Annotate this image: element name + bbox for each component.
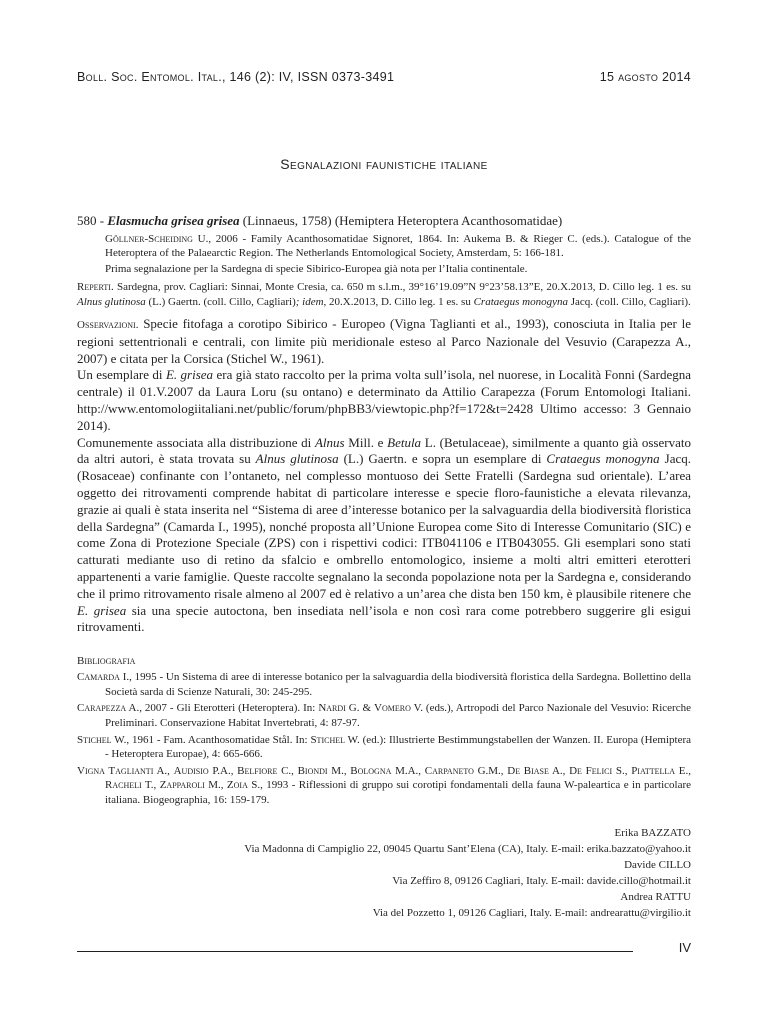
- bib-author: Zapparoli: [159, 779, 205, 792]
- reperti-plant-2: Crataegus monogyna: [473, 296, 568, 308]
- author-name: Andrea RATTU: [620, 891, 691, 904]
- reference-author: Göllner-Scheiding: [105, 233, 193, 245]
- reperti-text: Sardegna, prov. Cagliari: Sinnai, Monte Cresia, ca. 650 m s.l.m., 39°16’19.09”N 9°23’58.13”E, 20.X.2013, D. Cillo leg. 1 es. su: [113, 281, 691, 293]
- bib-text: W. (ed.): Illustrierte Bestimmungstabellen der Wanzen. II. Europa (Hemiptera - Heteroptera Europae), 4: 665-666.: [105, 733, 691, 761]
- bib-text: I., 1995 - Un Sistema di aree di interesse botanico per la salvaguardia della biodiversità floristica della Sardegna. Bollettino della Società sarda di Scienze Naturali, 30: 245-295.: [105, 671, 691, 698]
- genus-alnus: Alnus: [314, 434, 345, 450]
- osservazioni-text: L. (Betulaceae), similmente a quanto già osservato da altri autori, è stata trovata su: [77, 434, 691, 467]
- bibliography-entry: [77, 670, 691, 699]
- entry-taxonomy: (Linnaeus, 1758) (Hemiptera Heteroptera Acanthosomatidae): [239, 213, 563, 228]
- reperti-label: Reperti.: [77, 281, 114, 293]
- article-body: [77, 212, 691, 921]
- first-record-note: Prima segnalazione per la Sardegna di specie Sibirico-Europea già nota per l’Italia continentale.: [105, 263, 528, 275]
- section-title: Segnalazioni faunistiche italiane: [280, 156, 488, 172]
- bib-author: Zoia: [226, 779, 248, 792]
- osservazioni-text: Specie fitofaga a corotipo Sibirico - Europeo (Vigna Taglianti et al., 1993), conosciuta in Italia per le regioni settentrionali e centrali, con limite più meridionale esteso al Parco Nazionale del Vesuvio (Carapezza A., 2007) e citata per la Corsica (Stichel W., 1961).: [77, 316, 691, 366]
- bib-author: Camarda: [77, 671, 120, 684]
- bib-text: S., 1993 - Riflessioni di gruppo sui corotipi fondamentali della fauna W-paleartica e in particolare italiana. Biogeographia, 16: 159-179.: [105, 779, 691, 806]
- bib-author: Carpaneto: [424, 764, 474, 777]
- species-alnus-glutinosa: Alnus glutinosa: [255, 451, 339, 467]
- bibliography: [77, 654, 691, 807]
- bib-author: De Biase: [507, 764, 549, 777]
- osservazioni-text: Jacq. (Rosaceae) confinante con l’ontaneto, nel complesso montuoso dei Sette Fratelli (Sardegna sud orientale). L’area oggetto dei ritrovamenti comprende habitat di particolare interesse e specie floro-faunistiche a elevata rilevanza, grazie ai quali è stata inserita nel “Sistema di aree d’interesse botanico per la salvaguardia della biodiversità floristica della Sardegna” (Camarda I., 1995), nonché proposta all’Unione Europea come Sito di Interesse Comunitario (SIC) e come Zona di Protezione Speciale (ZPS) con i rispettivi codici: ITB041106 e ITB043055. Gli esemplari sono stati catturati mediante uso di retino da sfalcio e ombrello entomologico, insieme a molti altri emitteri eterotteri appartenenti a varie famiglie. Queste raccolte segnalano la seconda popolazione nota per la Sardegna e, considerando che il primo ritrovamento risale almeno al 2007 ed è relativo a un’area che dista ben 150 km, è plausibile ritenere che: [77, 451, 691, 601]
- journal-page: [77, 0, 691, 1024]
- bib-author: Racheli: [105, 779, 142, 792]
- bib-text: A., 2007 - Gli Eterotteri (Heteroptera). In:: [126, 702, 319, 715]
- footer-rule: [77, 951, 633, 952]
- species-crataegus-monogyna: Crataegus monogyna: [546, 451, 660, 467]
- bib-author: Bologna: [350, 764, 392, 777]
- osservazioni-text: Comunemente associata alla distribuzione di: [77, 434, 315, 450]
- bibliography-title: Bibliografia: [77, 655, 136, 668]
- reperti-idem: ; idem: [295, 296, 324, 308]
- bib-editor: Vomero: [374, 702, 411, 715]
- bib-author: Stichel: [77, 733, 112, 746]
- reperti-paragraph: [77, 280, 691, 310]
- bib-text: A.,: [548, 764, 570, 777]
- species-abbrev: E. grisea: [165, 367, 214, 383]
- bib-text: G. &: [345, 702, 375, 715]
- bib-text: E.,: [675, 764, 691, 777]
- osservazioni-paragraph-3: [77, 435, 691, 637]
- bib-text: W., 1961 - Fam. Acanthosomatidae Stål. In:: [111, 733, 311, 746]
- author-address: Via Zeffiro 8, 09126 Cagliari, Italy. E-mail: davide.cillo@hotmail.it: [392, 875, 691, 888]
- bib-author: Biondi: [297, 764, 328, 777]
- osservazioni-text: Mill. e: [344, 434, 388, 450]
- osservazioni-text: era già stato raccolto per la prima volta sull’isola, nel nuorese, in Località Fonni (Sardegna centrale) il 01.V.2007 da Laura Loru (su ontano) e determinato da Attilio Carapezza (Forum Entomologi Italiani. http://www.entomologiitaliani.net/public/forum/phpBB3/viewtopic.php?f=172&t=2428 Ultimo accesso: 3 Gennaio 2014).: [77, 367, 691, 433]
- bib-author: Belfiore: [237, 764, 278, 777]
- reperti-plant-1: Alnus glutinosa: [77, 296, 146, 308]
- bib-author: Vigna Taglianti: [77, 764, 154, 777]
- author-address: Via del Pozzetto 1, 09126 Cagliari, Italy. E-mail: andrearattu@virgilio.it: [372, 907, 691, 920]
- bib-text: C.,: [277, 764, 298, 777]
- bib-editor: Stichel: [310, 733, 345, 746]
- bib-text: V. (eds.), Artropodi del Parco Nazionale del Vesuvio: Ricerche Preliminari. Conservazione Habitat Invertebrati, 4: 87-97.: [105, 702, 691, 729]
- osservazioni-text: sia una specie autoctona, ben insediata nell’isola e non così rara come potrebbero suggerire gli esigui ritrovamenti.: [77, 602, 692, 635]
- species-name: Elasmucha grisea grisea: [107, 213, 240, 228]
- bib-author: Piattella: [631, 764, 676, 777]
- bib-editor: Nardi: [318, 702, 346, 715]
- author-address: Via Madonna di Campiglio 22, 09045 Quartu Sant’Elena (CA), Italy. E-mail: erika.bazzato@yahoo.it: [244, 843, 691, 856]
- journal-citation: Boll. Soc. Entomol. Ital., 146 (2): IV, ISSN 0373-3491: [77, 70, 395, 84]
- reperti-text: , 20.X.2013, D. Cillo leg. 1 es. su: [323, 296, 474, 308]
- genus-betula: Betula: [387, 434, 422, 450]
- bib-text: S.,: [612, 764, 632, 777]
- author-block: [77, 825, 691, 921]
- publication-date: 15 agosto 2014: [599, 70, 691, 84]
- page-number: IV: [678, 940, 691, 955]
- bib-author: Carapezza: [77, 702, 127, 715]
- bib-author: Audisio: [173, 764, 209, 777]
- author-name: Davide CILLO: [624, 859, 691, 872]
- entry-number: 580 -: [77, 213, 108, 228]
- bib-text: A.,: [153, 764, 174, 777]
- bibliography-entry: [77, 733, 691, 762]
- reperti-text: Jacq. (coll. Cillo, Cagliari).: [568, 296, 691, 308]
- osservazioni-text: (L.) Gaertn. e sopra un esemplare di: [338, 451, 547, 467]
- bib-text: G.M.,: [473, 764, 508, 777]
- osservazioni-label: Osservazioni.: [77, 319, 139, 331]
- bib-text: T.,: [141, 779, 160, 792]
- osservazioni-text: Un esemplare di: [77, 367, 166, 383]
- catalogue-reference: [105, 232, 691, 260]
- species-abbrev: E. grisea: [77, 602, 127, 618]
- bib-text: P.A.,: [208, 764, 238, 777]
- bib-text: M.,: [204, 779, 227, 792]
- entry-heading: [77, 212, 691, 229]
- reperti-text: (L.) Gaertn. (coll. Cillo, Cagliari): [145, 296, 296, 308]
- author-name: Erika BAZZATO: [614, 827, 691, 840]
- bibliography-entry: [77, 764, 691, 808]
- osservazioni-paragraph-1: [77, 316, 691, 367]
- osservazioni-paragraph-2: [77, 367, 691, 434]
- bibliography-entry: [77, 701, 691, 730]
- bib-author: De Felici: [569, 764, 613, 777]
- bib-text: M.A.,: [391, 764, 425, 777]
- bib-text: M.,: [327, 764, 351, 777]
- reference-text: U., 2006 - Family Acanthosomatidae Signoret, 1864. In: Aukema B. & Rieger C. (eds.). Catalogue of the Heteroptera of the Palaearctic Region. The Netherlands Entomological Society, Amsterdam, 5: 166-181.: [105, 233, 691, 259]
